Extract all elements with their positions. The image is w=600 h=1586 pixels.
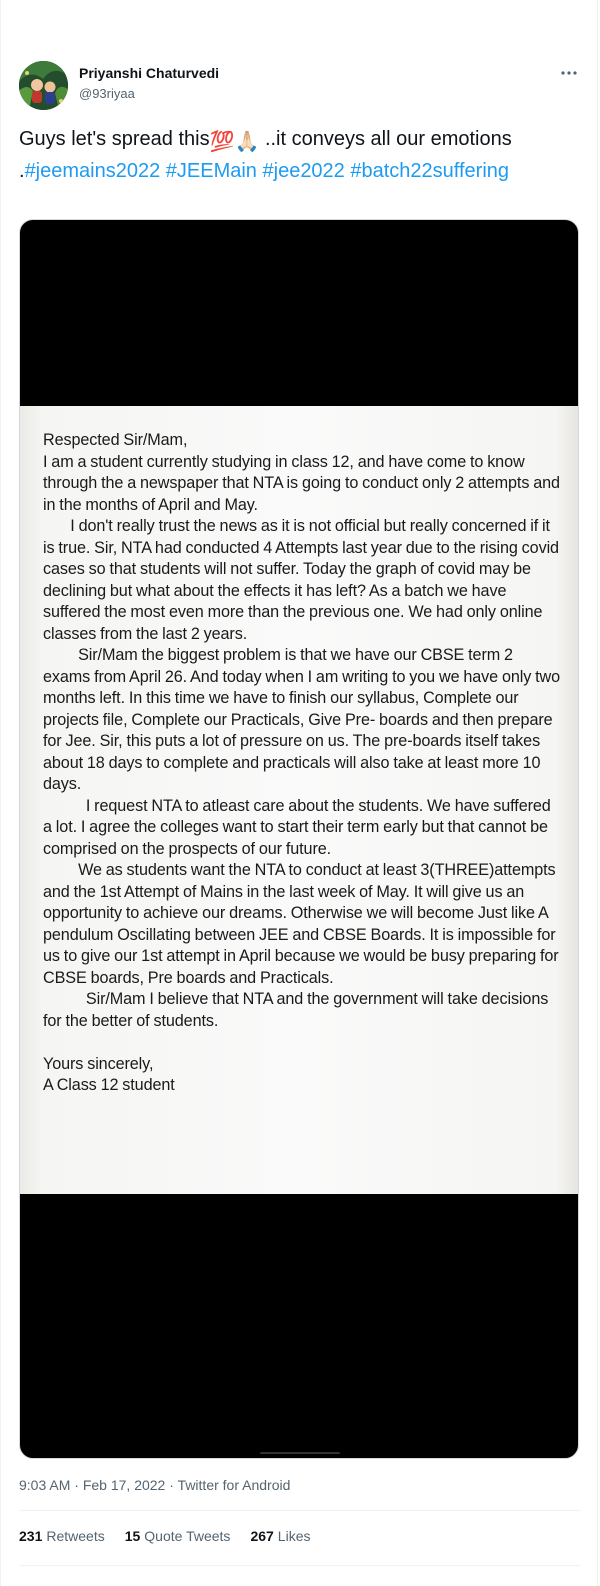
letter-paragraph: We as students want the NTA to conduct at least 3(THREE)attempts and the 1st Attempt of Mains in the last week of May. It will give us an opportunity to achieve our dreams. Otherwise we will become Just like A pendulum Oscillating between JEE and CBSE Boards. It is impossible for us to give our 1st attempt in April because we would be busy preparing for CBSE boards, Pre boards and Practicals.	[43, 861, 563, 987]
quote-tweets-link[interactable]	[125, 1528, 231, 1544]
tweet-date[interactable]: Feb 17, 2022	[82, 1477, 166, 1493]
hashtag-jeemains2022[interactable]: #jeemains2022	[24, 160, 161, 182]
divider	[19, 1565, 581, 1566]
quote-tweets-label: Quote Tweets	[144, 1528, 231, 1544]
tweet-time[interactable]: 9:03 AM	[19, 1477, 71, 1493]
tweet-stats	[19, 1528, 310, 1544]
likes-count: 267	[250, 1528, 274, 1544]
letter-image	[20, 406, 578, 1194]
letter-paragraph: I am a student currently studying in class 12, and have come to know through the a newspaper that NTA is going to conduct only 2 attempts and in the months of April and May.	[43, 452, 564, 514]
letter-closing: Yours sincerely,	[43, 1054, 154, 1073]
retweets-count: 231	[19, 1528, 43, 1544]
letter-salutation: Respected Sir/Mam,	[43, 431, 188, 449]
home-indicator	[260, 1452, 340, 1454]
tweet-text-after: ..it conveys all our emotions .	[19, 128, 512, 182]
hashtag-jee2022[interactable]: #jee2022	[262, 160, 345, 182]
meta-separator: ·	[169, 1477, 174, 1493]
folded-hands-icon: 🙏🏻	[234, 131, 260, 153]
retweets-label: Retweets	[46, 1528, 105, 1544]
more-dots	[561, 71, 577, 75]
letter-paragraph: I don't really trust the news as it is not official but really concerned if it is true. Sir, NTA had conducted 4 Attempts last year due to the rising covid cases so that students will not suffer. Today the graph of covid may be declining but what about the effects it has left? As a batch we have suffered the most even more than the previous one. We had only online classes from the last 2 years.	[43, 517, 563, 643]
letter-paragraph: Sir/Mam the biggest problem is that we have our CBSE term 2 exams from April 26. And today when I am writing to you we have only two months left. In this time we have to finish our syllabus, Complete our projects file, Complete our Practicals, Give Pre- boards and then prepare for Jee. Sir, this puts a lot of pressure on us. The pre-boards itself takes about 18 days to complete and practicals will also take at least more 10 days.	[43, 646, 564, 793]
likes-label: Likes	[277, 1528, 311, 1544]
hundred-points-icon: 💯	[209, 131, 235, 153]
author-handle[interactable]: @93riyaa	[79, 86, 135, 101]
avatar[interactable]	[19, 61, 68, 110]
letter-paragraph: I request NTA to atleast care about the students. We have suffered a lot. I agree the colleges want to start their term early but that cannot be comprised on the prospects of our future.	[43, 796, 555, 858]
letter-signature: A Class 12 student	[43, 1076, 175, 1094]
quote-tweets-count: 15	[124, 1528, 141, 1544]
likes-link[interactable]	[250, 1528, 310, 1544]
tweet-source[interactable]: Twitter for Android	[177, 1477, 291, 1493]
letter-paragraph: Sir/Mam I believe that NTA and the government will take decisions for the better of students.	[43, 990, 553, 1030]
hashtag-jeemain[interactable]: #JEEMain	[165, 160, 257, 182]
tweet-meta	[19, 1477, 290, 1493]
meta-separator: ·	[74, 1477, 79, 1493]
tweet-text	[19, 125, 579, 186]
divider	[19, 1510, 581, 1511]
author-name[interactable]: Priyanshi Chaturvedi	[79, 65, 220, 81]
tweet-image[interactable]	[19, 219, 579, 1459]
avatar-image	[19, 61, 68, 110]
letter-spacer	[43, 1032, 563, 1054]
more-icon[interactable]	[558, 62, 580, 84]
letter-text	[43, 430, 563, 1097]
retweets-link[interactable]	[19, 1528, 105, 1544]
hashtag-batch22suffering[interactable]: #batch22suffering	[350, 160, 510, 182]
tweet-text-before: Guys let's spread this	[19, 128, 210, 150]
